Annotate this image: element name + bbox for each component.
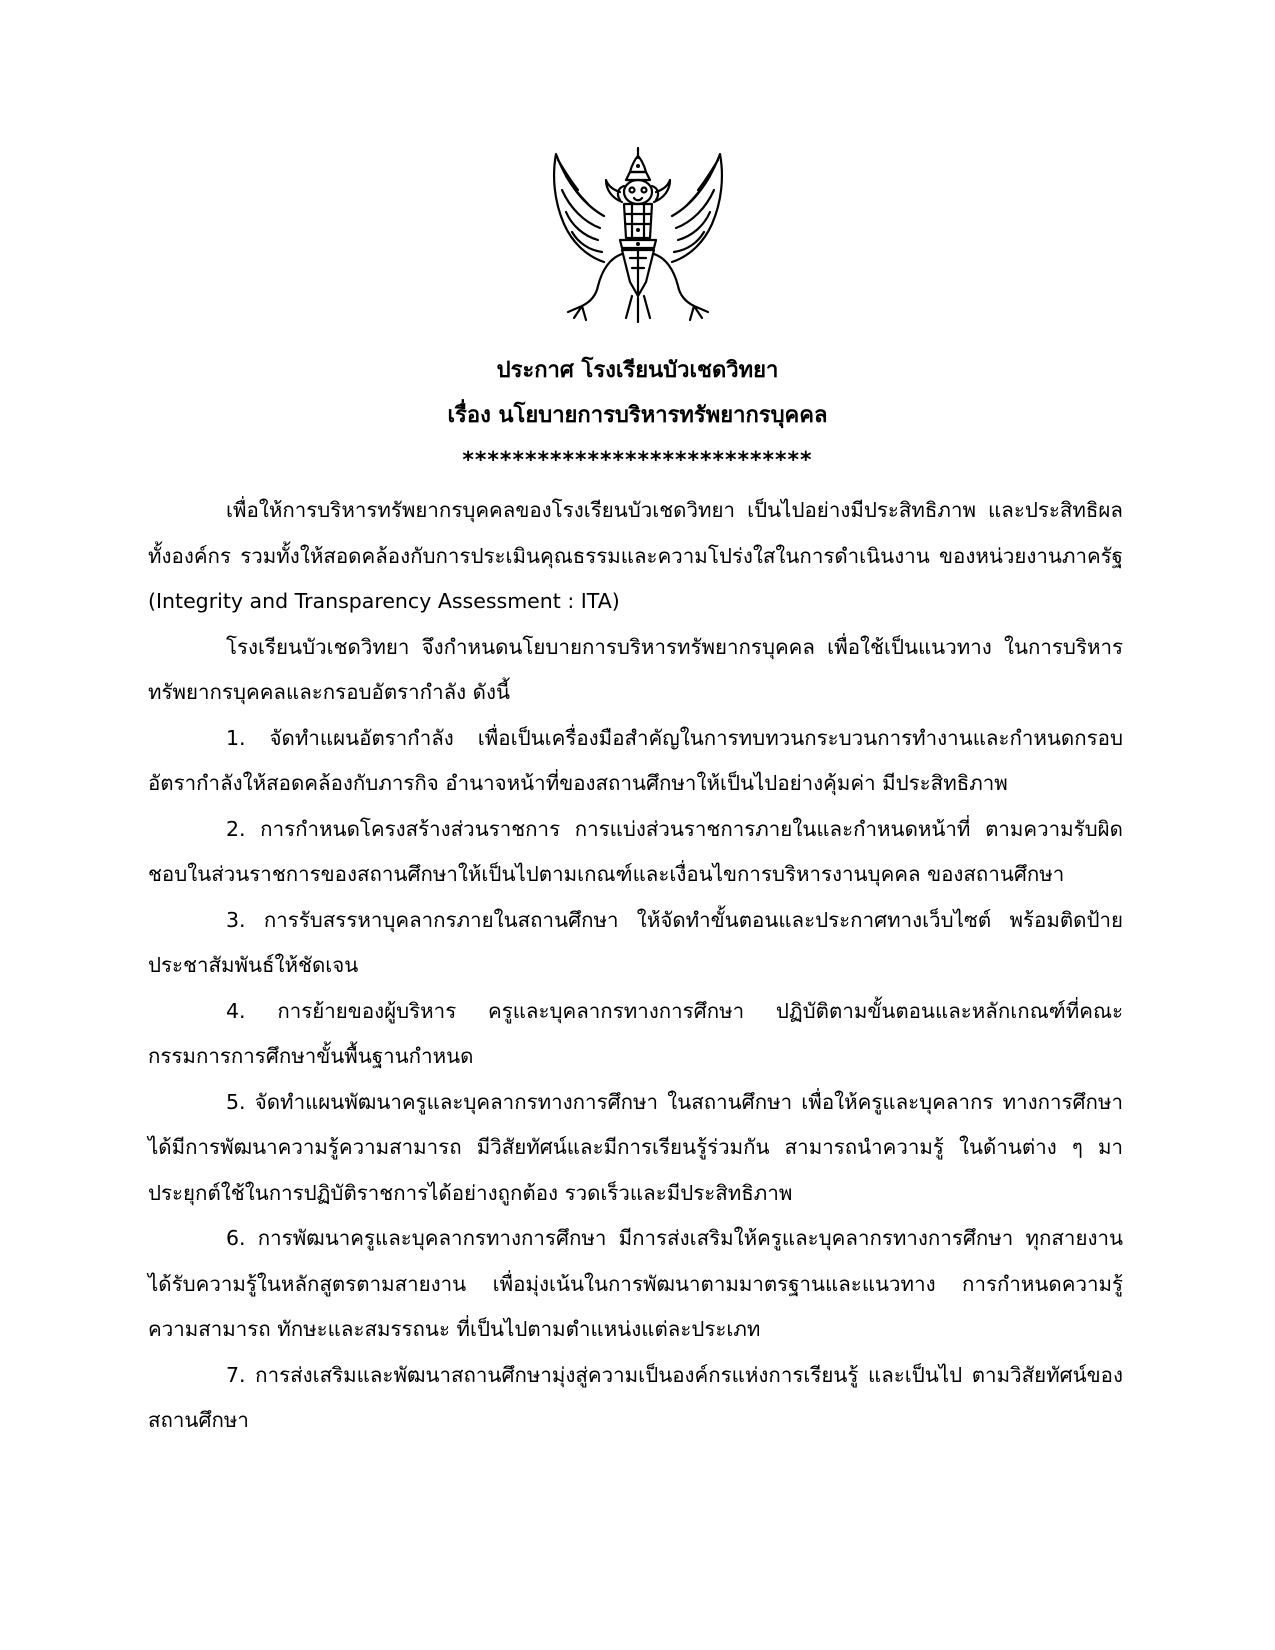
- title-separator: ****************************: [462, 448, 813, 473]
- policy-item-1: 1. จัดทำแผนอัตรากำลัง เพื่อเป็นเครื่องมือสำคัญในการทบทวนกระบวนการทำงานและกำหนดกรอบอัตรากำลังให้สอดคล้องกับภารกิจ อำนาจหน้าที่ของสถานศึกษาให้เป็นไปอย่างคุ้มค่า มีประสิทธิภาพ: [148, 725, 1123, 795]
- announcement-title: ประกาศ โรงเรียนบัวเชดวิทยา: [496, 358, 779, 383]
- policy-item-2: 2. การกำหนดโครงสร้างส่วนราชการ การแบ่งส่วนราชการภายในและกำหนดหน้าที่ ตามความรับผิดชอบในส่วนราชการของสถานศึกษาให้เป็นไปตามเกณฑ์และเงื่อนไขการบริหารงานบุคคล ของสถานศึกษา: [148, 816, 1123, 886]
- garuda-emblem-icon: [546, 146, 730, 324]
- policy-item-5: 5. จัดทำแผนพัฒนาครูและบุคลากรทางการศึกษา ในสถานศึกษา เพื่อให้ครูและบุคลากร ทางการศึกษาได้มีการพัฒนาความรู้ความสามารถ มีวิสัยทัศน์และมีการเรียนรู้ร่วมกัน สามารถนำความรู้ ในด้านต่าง ๆ มาประยุกต์ใช้ในการปฏิบัติราชการได้อย่างถูกต้อง รวดเร็วและมีประสิทธิภาพ: [148, 1089, 1123, 1205]
- announcement-subject: เรื่อง นโยบายการบริหารทรัพยากรบุคคล: [447, 403, 828, 428]
- announcement-body: [148, 488, 1123, 1444]
- policy-item-4: 4. การย้ายของผู้บริหาร ครูและบุคลากรทางการศึกษา ปฏิบัติตามขั้นตอนและหลักเกณฑ์ที่คณะกรรมการการศึกษาขั้นพื้นฐานกำหนด: [148, 998, 1123, 1068]
- policy-intro-paragraph: โรงเรียนบัวเชดวิทยา จึงกำหนดนโยบายการบริหารทรัพยากรบุคคล เพื่อใช้เป็นแนวทาง ในการบริหารทรัพยากรบุคคลและกรอบอัตรากำลัง ดังนี้: [148, 634, 1123, 704]
- policy-item-6: 6. การพัฒนาครูและบุคลากรทางการศึกษา มีการส่งเสริมให้ครูและบุคลากรทางการศึกษา ทุกสายงานได้รับความรู้ในหลักสูตรตามสายงาน เพื่อมุ่งเน้นในการพัฒนาตามมาตรฐานและแนวทาง การกำหนดความรู้ความสามารถ ทักษะและสมรรถนะ ที่เป็นไปตามตำแหน่งแต่ละประเภท: [148, 1226, 1123, 1341]
- intro-paragraph: เพื่อให้การบริหารทรัพยากรบุคคลของโรงเรียนบัวเชดวิทยา เป็นไปอย่างมีประสิทธิภาพ และประสิทธิผลทั้งองค์กร รวมทั้งให้สอดคล้องกับการประเมินคุณธรรมและความโปร่งใสในการดำเนินงาน ของหน่วยงานภาครัฐ (Integrity and Transparency Assessment : ITA): [148, 498, 1123, 613]
- policy-item-3: 3. การรับสรรหาบุคลากรภายในสถานศึกษา ให้จัดทำขั้นตอนและประกาศทางเว็บไซต์ พร้อมติดป้ายประชาสัมพันธ์ให้ชัดเจน: [148, 907, 1123, 977]
- policy-item-7: 7. การส่งเสริมและพัฒนาสถานศึกษามุ่งสู่ความเป็นองค์กรแห่งการเรียนรู้ และเป็นไป ตามวิสัยทัศน์ของสถานศึกษา: [148, 1362, 1123, 1432]
